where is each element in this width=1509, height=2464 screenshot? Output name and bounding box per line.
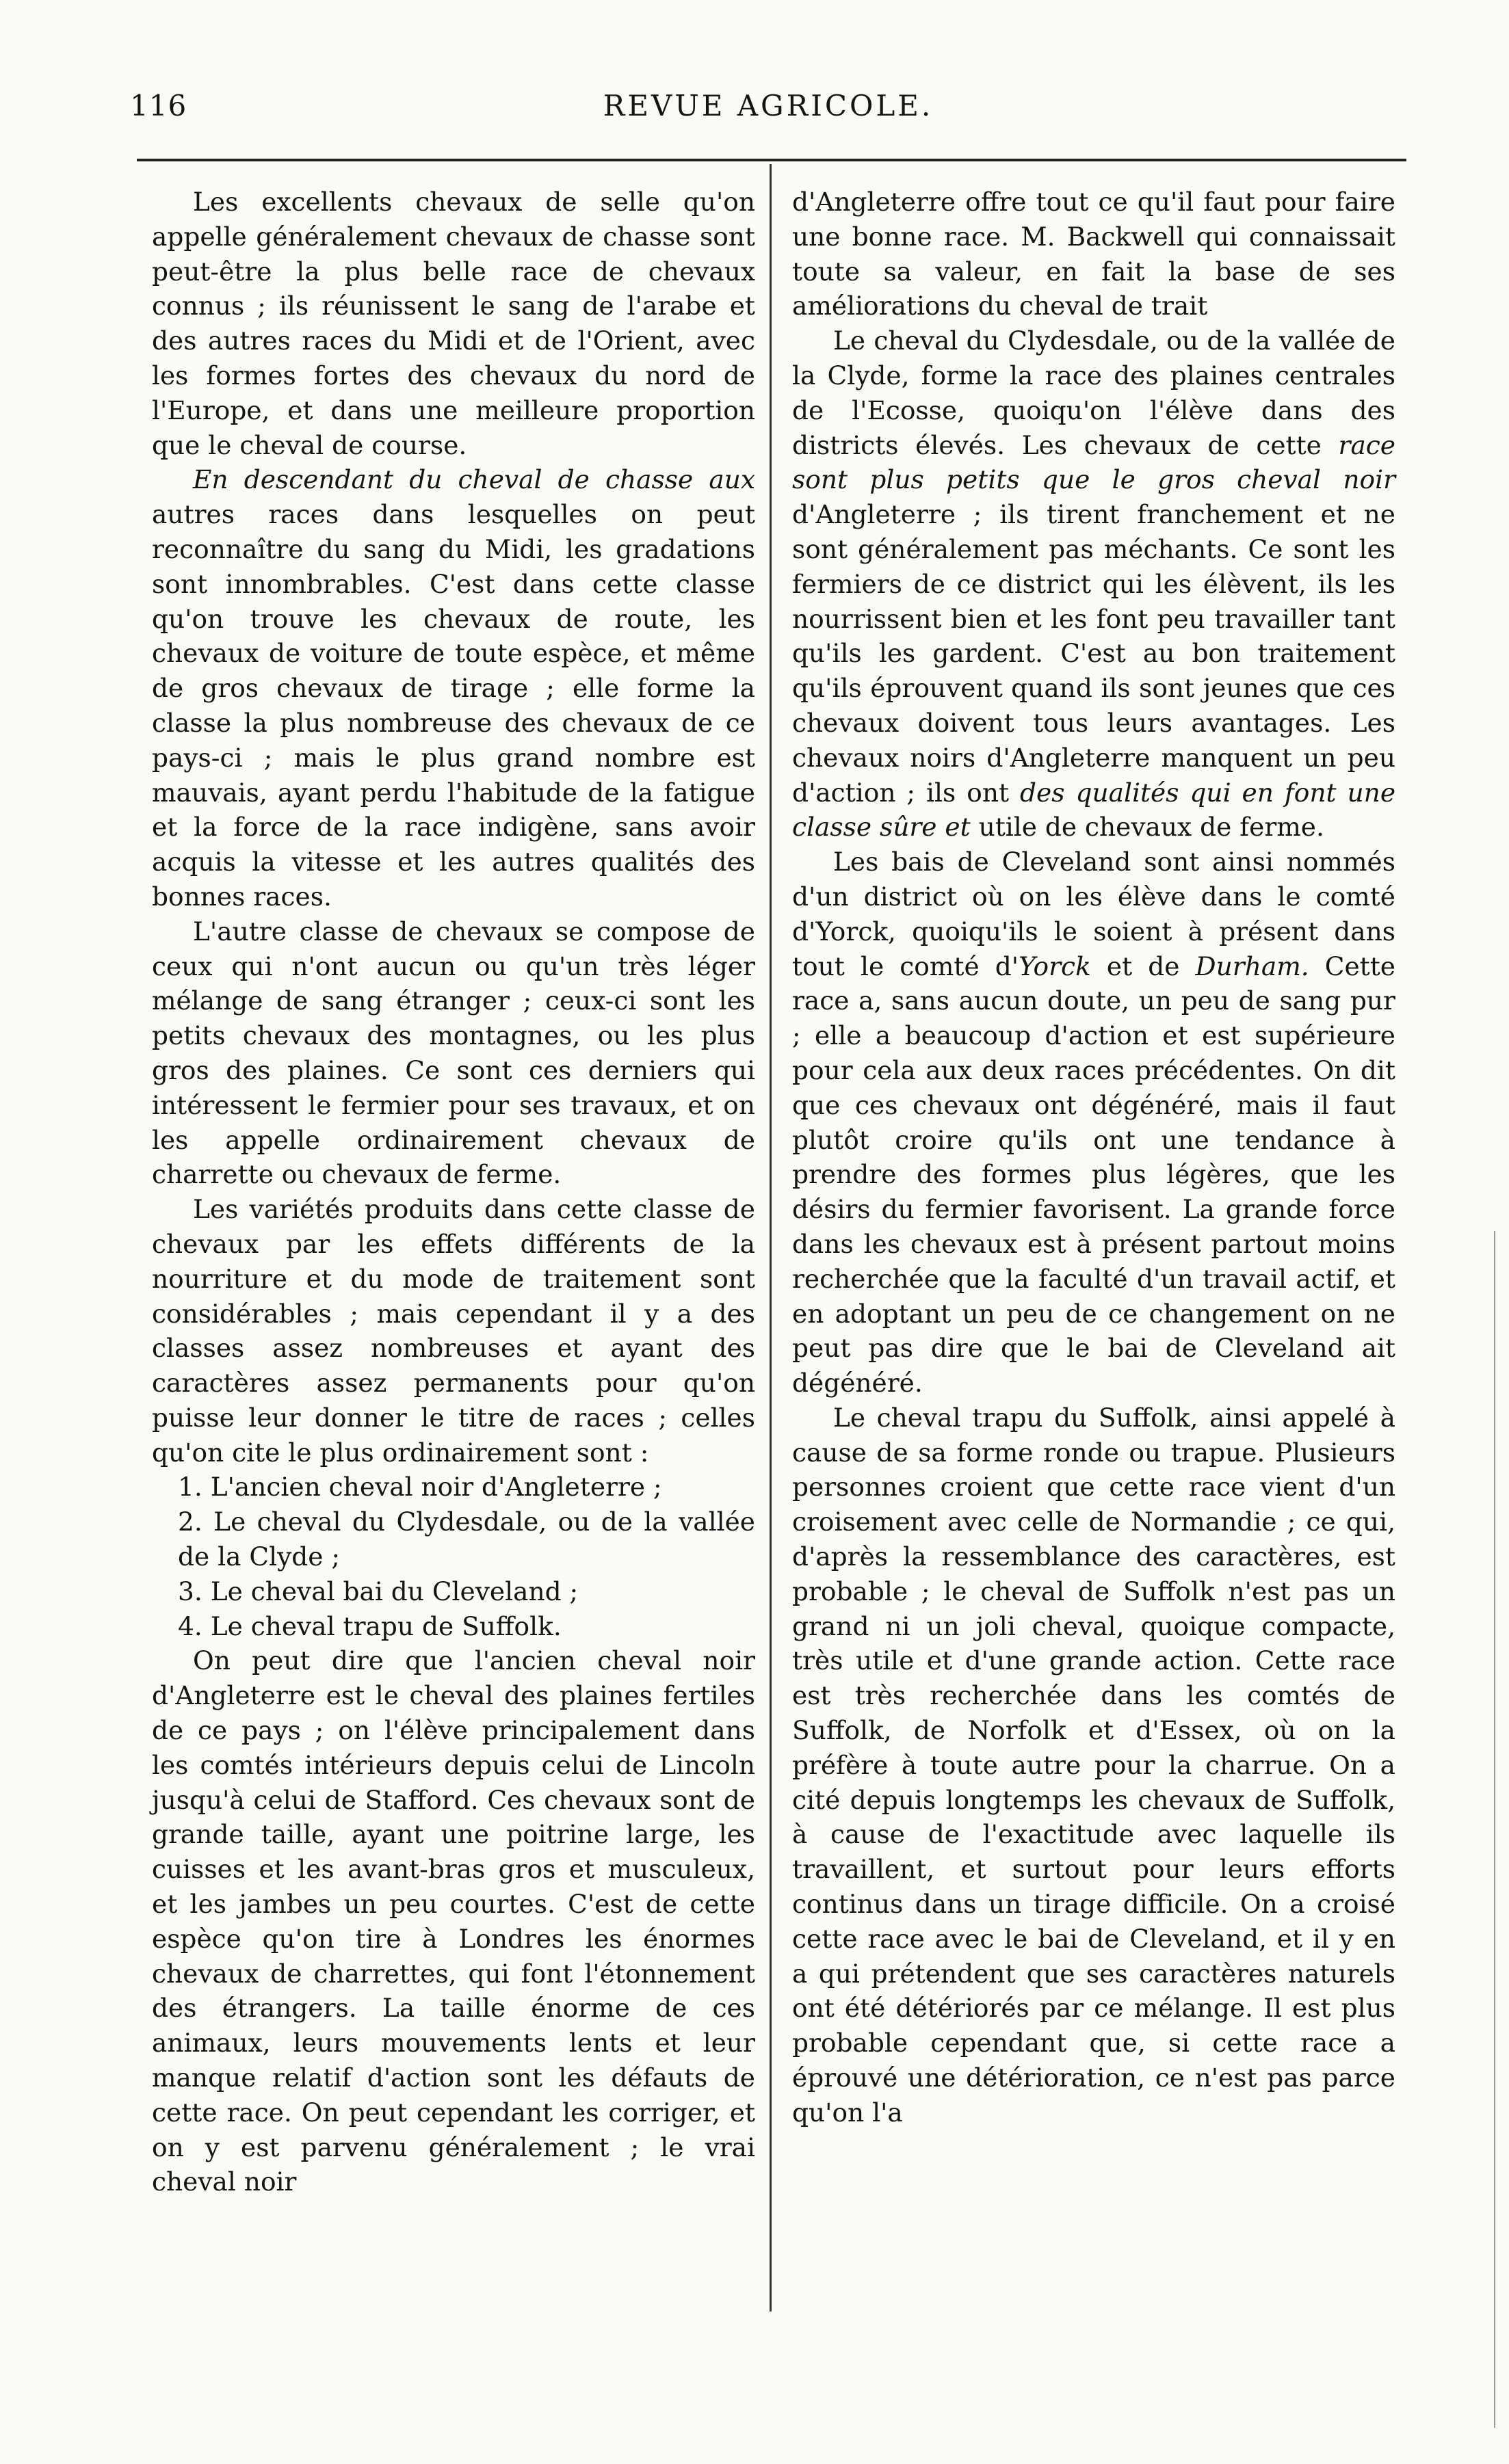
paragraph: Les excellents chevaux de selle qu'on appelle généralement chevaux de chasse sont peut-être la plus belle race de chevaux connus ; ils réunissent le sang de l'arabe et des autres races du Midi et de l'Orient, avec les formes fortes des chevaux du nord de l'Europe, et dans une meilleure proportion que le cheval de course. <box>152 187 755 460</box>
paragraph: d'Angleterre offre tout ce qu'il faut pour faire une bonne race. M. Backwell qui connaissait toute sa valeur, en fait la base de ses améliorations du cheval de trait <box>792 187 1395 321</box>
page-number: 116 <box>130 89 187 122</box>
paragraph: L'autre classe de chevaux se compose de ceux qui n'ont aucun ou qu'un très léger mélange de sang étranger ; ceux-ci sont les petits chevaux des montagnes, ou les plus gros des plaines. Ce sont ces derniers qui intéressent le fermier pour ses travaux, et on les appelle ordinairement chevaux de charrette ou chevaux de ferme. <box>152 916 755 1190</box>
list-item: 3. Le cheval bai du Cleveland ; <box>178 1576 579 1606</box>
paragraph-text: autres races dans lesquelles on peut reconnaître du sang du Midi, les gradations sont innombrables. C'est dans cette classe qu'on trouve les chevaux de route, les chevaux de voiture de toute espèce, et même de gros chevaux de tirage ; elle forme la classe la plus nombreuse des chevaux de ce pays-ci ; mais le plus grand nombre est mauvais, ayant perdu l'habitude de la fatigue et la force de la race indigène, sans avoir acquis la vitesse et les autres qualités des bonnes races. <box>152 499 755 912</box>
paragraph-text: Cette race a, sans aucun doute, un peu de sang pur ; elle a beaucoup d'action et est supérieure pour cela aux deux races précédentes. On dit que ces chevaux ont dégénéré, mais il faut plutôt croire qu'ils ont une tendance à prendre des formes plus légères, que les désirs du fermier favorisent. La grande force dans les chevaux est à présent partout moins recherchée que la faculté d'un travail actif, et en adoptant un peu de ce changement on ne peut pas dire que le bai de Cleveland ait dégénéré. <box>792 951 1395 1399</box>
paragraph: Le cheval trapu du Suffolk, ainsi appelé à cause de sa forme ronde ou trapue. Plusieurs personnes croient que cette race vient d'un croisement avec celle de Normandie ; ce qui, d'après la ressemblance des caractères, est probable ; le cheval de Suffolk n'est pas un grand ni un joli cheval, quoique compacte, très utile et d'une grande action. Cette race est très recherchée dans les comtés de Suffolk, de Norfolk et d'Essex, où on la préfère à toute autre pour la charrue. On a cité depuis longtemps les chevaux de Suffolk, à cause de l'exactitude avec laquelle ils travaillent, et surtout pour leurs efforts continus dans un tirage difficile. On a croisé cette race avec le bai de Cleveland, et il y en a qui prétendent que ses caractères naturels ont été détériorés par ce mélange. Il est plus probable cependant que, si cette race a éprouvé une détérioration, ce n'est pas parce qu'on l'a <box>792 1402 1395 2128</box>
paragraph-text: utile de chevaux de ferme. <box>970 812 1324 843</box>
paragraph-text: Le cheval du Clydesdale, ou de la vallée de la Clyde, forme la race des plaines centrales de l'Ecosse, quoiqu'on l'élève dans des districts élevés. Les chevaux de cette <box>792 326 1395 460</box>
list-item: 4. Le cheval trapu de Suffolk. <box>178 1611 562 1641</box>
paragraph-text: Les bais de Cleveland sont ainsi nommés d'un district où on les élève dans le comté d'Yorck, quoiqu'ils le soient à présent dans tout le comté d' <box>792 847 1395 981</box>
right-column <box>792 185 1395 2130</box>
paragraph: Les variétés produits dans cette classe de chevaux par les effets différents de la nourriture et du mode de traitement sont considérables ; mais cependant il y a des classes assez nombreuses et ayant des caractères assez permanents pour qu'on puisse leur donner le titre de races ; celles qu'on cite le plus ordinairement sont : <box>152 1194 755 1468</box>
column-divider <box>770 164 772 2311</box>
list-item: 1. L'ancien cheval noir d'Angleterre ; <box>178 1472 662 1502</box>
page-header <box>130 89 1406 137</box>
paragraph-text: d'Angleterre ; ils tirent franchement et ne sont généralement pas méchants. Ce sont les fermiers de ce district qui les élèvent, ils les nourrissent bien et les font peu travailler tant qu'ils les gardent. C'est au bon traitement qu'ils éprouvent quand ils sont jeunes que ces chevaux doivent tous leurs avantages. Les chevaux noirs d'Angleterre manquent un peu d'action ; ils ont <box>792 499 1395 808</box>
italic-text: En descendant du cheval de chasse aux <box>193 464 755 495</box>
header-rule <box>137 159 1406 161</box>
italic-text: des qualités qui en font une classe sûre et <box>792 777 1396 843</box>
list-item: 2. Le cheval du Clydesdale, ou de la vallée de la Clyde ; <box>178 1507 755 1572</box>
paragraph <box>152 462 755 914</box>
italic-text: Yorck <box>1019 951 1091 981</box>
italic-text: race sont plus petits que le gros cheval noir <box>792 429 1395 495</box>
paragraph <box>792 845 1395 1401</box>
paragraph: On peut dire que l'ancien cheval noir d'Angleterre est le cheval des plaines fertiles de ce pays ; on l'élève principalement dans les comtés intérieurs depuis celui de Lincoln jusqu'à celui de Stafford. Ces chevaux sont de grande taille, ayant une poitrine large, les cuisses et les avant-bras gros et musculeux, et les jambes un peu courtes. C'est de cette espèce qu'on tire à Londres les énormes chevaux de charrettes, qui font l'étonnement des étrangers. La taille énorme de ces animaux, leurs mouvements lents et leur manque relatif d'action sont les défauts de cette race. On peut cependant les corriger, et on y est parvenu généralement ; le vrai cheval noir <box>152 1645 755 2197</box>
paragraph <box>792 323 1395 845</box>
paragraph-text: et de <box>1090 951 1196 981</box>
italic-text: Durham. <box>1195 951 1309 981</box>
running-title: REVUE AGRICOLE. <box>603 89 934 122</box>
left-column <box>152 185 755 2199</box>
margin-line <box>1494 1231 1495 2428</box>
